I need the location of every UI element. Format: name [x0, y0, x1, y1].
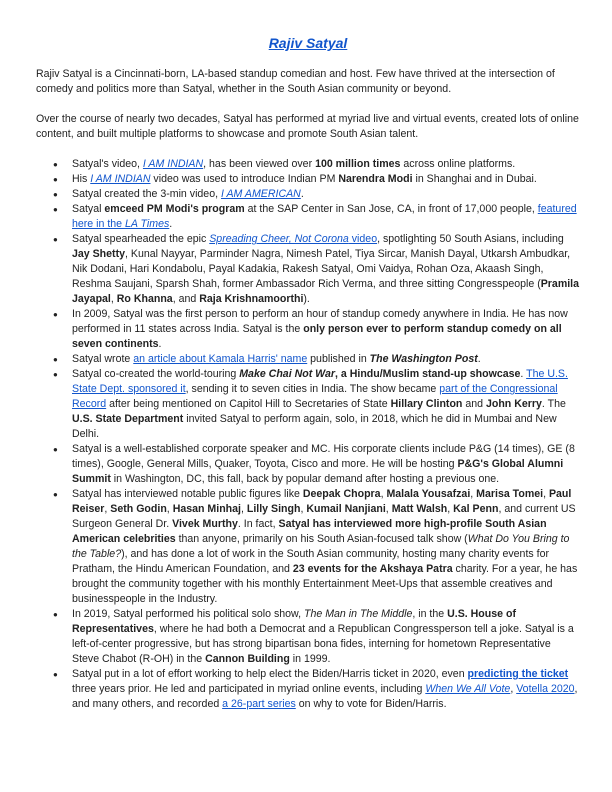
- body-text: Satyal created the 3-min video,: [72, 188, 221, 200]
- document-page: [36, 34, 580, 712]
- emphasized-text: Marisa Tomei: [476, 488, 544, 500]
- list-item: [36, 157, 580, 172]
- emphasized-text: Deepak Chopra: [302, 488, 381, 500]
- list-item: [36, 487, 580, 607]
- inline-link[interactable]: Spreading Cheer, Not Corona: [209, 233, 349, 245]
- inline-link[interactable]: predicting the ticket: [467, 668, 569, 680]
- body-text: His: [72, 173, 91, 185]
- body-text: ,: [300, 503, 307, 515]
- achievements-list: [36, 157, 580, 712]
- body-text: ,: [166, 503, 173, 515]
- emphasized-text: Raja Krishnamoorthi: [199, 293, 304, 305]
- body-text: Satyal spearheaded the epic: [72, 233, 210, 245]
- body-text: . The: [541, 398, 566, 410]
- title-link[interactable]: Rajiv Satyal: [268, 35, 348, 51]
- body-text: , in the: [412, 608, 448, 620]
- list-item: [36, 667, 580, 712]
- body-text: Satyal has interviewed notable public figures like: [72, 488, 303, 500]
- inline-link[interactable]: The U.S. State Dept. sponsored it: [72, 368, 568, 395]
- body-text: .: [300, 188, 304, 200]
- body-text: In 2009, Satyal was the first person to perform an hour of standup comedy anywhere in India. He has now performed in 11 states across India. Satyal is the: [72, 308, 568, 335]
- body-text: at the SAP Center in San Jose, CA, in front of 17,000 people,: [244, 203, 538, 215]
- emphasized-text: Jay Shetty: [72, 248, 125, 260]
- list-item: [36, 202, 580, 232]
- emphasized-text: Vivek Murthy: [172, 518, 238, 530]
- body-text: in Washington, DC, this fall, back by popular demand after hosting a previous one.: [110, 473, 500, 485]
- body-text: , Kunal Nayyar, Parminder Nagra, Nimesh Patel, Tiya Sircar, Manish Dayal, Utkarsh Ambudkar, Nik Dodani, Hari Kondabolu, Payal Kadakia, Rakesh Satyal, Omi Vaidya, Rohan Oza, Akaash Singh, Reshma Saujani, Sparsh Shah, former Ambassador Rich Verma, and three sitting Congresspeople (: [72, 248, 571, 290]
- body-text: ,: [385, 503, 392, 515]
- body-text: . In fact,: [237, 518, 279, 530]
- body-text: Satyal: [72, 203, 105, 215]
- emphasized-text: Ro Khanna: [116, 293, 173, 305]
- inline-link[interactable]: featured here in the: [72, 203, 577, 230]
- list-item: [36, 442, 580, 487]
- body-text: , and current US Surgeon General Dr.: [72, 503, 576, 530]
- body-text: than anyone, primarily on his South Asian-focused talk show (: [175, 533, 468, 545]
- emphasized-text: only person ever to perform standup comedy on all seven continents: [72, 323, 562, 350]
- intro-paragraph: Over the course of nearly two decades, Satyal has performed at myriad live and virtual events, created lots of online content, and built multiple platforms to showcase and promote South Asian talent.: [36, 113, 579, 140]
- list-item: [36, 232, 580, 307]
- emphasized-text: Make Chai Not War: [239, 368, 335, 380]
- body-text: ,: [543, 488, 549, 500]
- body-text: and: [462, 398, 486, 410]
- body-text: .: [158, 338, 162, 350]
- body-text: in Shanghai and in Dubai.: [412, 173, 537, 185]
- body-text: In 2019, Satyal performed his political solo show,: [72, 608, 305, 620]
- intro-paragraph: Rajiv Satyal is a Cincinnati-born, LA-based standup comedian and host. Few have thrived at the intersection of comedy and politics more than Satyal, whether in the South Asian community or beyond.: [36, 68, 555, 95]
- body-text: on why to vote for Biden/Harris.: [295, 698, 447, 710]
- emphasized-text: Narendra Modi: [338, 173, 413, 185]
- body-text: , and: [172, 293, 200, 305]
- body-text: , and many others, and recorded: [72, 683, 578, 710]
- emphasized-text: U.S. House of Representatives: [72, 608, 516, 635]
- body-text: ,: [380, 488, 387, 500]
- inline-link[interactable]: a 26-part series: [222, 698, 296, 710]
- body-text: three years prior. He led and participated in myriad online events, including: [72, 683, 426, 695]
- emphasized-text: Kal Penn: [453, 503, 499, 515]
- emphasized-text: P&G's Global Alumni Summit: [72, 458, 564, 485]
- body-text: , sending it to seven cities in India. The show became: [185, 383, 440, 395]
- body-text: invited Satyal to perform again, solo, in 2018, which he did in Mumbai and New Delhi.: [72, 413, 557, 440]
- inline-link[interactable]: LA Times: [125, 218, 170, 230]
- inline-link[interactable]: When We All Vote: [425, 683, 511, 695]
- inline-link[interactable]: video: [348, 233, 378, 245]
- inline-link[interactable]: part of the Congressional Record: [72, 383, 558, 410]
- body-text: Satyal's video,: [72, 158, 143, 170]
- inline-link[interactable]: Votella 2020: [516, 683, 575, 695]
- emphasized-text: Kumail Nanjiani: [306, 503, 386, 515]
- list-item: [36, 187, 580, 202]
- emphasized-text: Malala Yousafzai: [386, 488, 471, 500]
- inline-link[interactable]: I AM INDIAN: [90, 173, 151, 185]
- body-text: in 1999.: [289, 653, 331, 665]
- emphasized-text: Hillary Clinton: [390, 398, 463, 410]
- body-text: ,: [510, 683, 517, 695]
- body-text: Satyal put in a lot of effort working to help elect the Biden/Harris ticket in 2020, even: [72, 668, 468, 680]
- list-item: [36, 307, 580, 352]
- body-text: across online platforms.: [400, 158, 516, 170]
- inline-link[interactable]: I AM INDIAN: [142, 158, 204, 170]
- emphasized-text: Cannon Building: [205, 653, 290, 665]
- emphasized-text: Matt Walsh: [391, 503, 448, 515]
- list-item: [36, 607, 580, 667]
- body-text: ,: [104, 503, 111, 515]
- emphasized-text: Pramila Jayapal: [72, 278, 580, 305]
- body-text: .: [477, 353, 481, 365]
- body-text: .: [169, 218, 173, 230]
- body-text: .: [520, 368, 527, 380]
- body-text: , where he had both a Democrat and a Republican Congressperson tell a joke. Satyal is a left-of-center progressive, but has strong bipartisan bona fides, interning for hometown Representative Steve Chabot (R-OH) in the: [72, 623, 574, 665]
- emphasized-text: Paul Reiser: [72, 488, 572, 515]
- emphasized-text: U.S. State Department: [72, 413, 184, 425]
- body-text: Satyal wrote: [72, 353, 134, 365]
- body-text: , has been viewed over: [203, 158, 316, 170]
- inline-link[interactable]: I AM AMERICAN: [220, 188, 301, 200]
- body-text: published in: [307, 353, 370, 365]
- body-text: ,: [470, 488, 477, 500]
- emphasized-text: Lilly Singh: [246, 503, 301, 515]
- emphasized-text: What Do You Bring to the Table?: [72, 533, 570, 560]
- emphasized-text: The Man in The Middle: [304, 608, 413, 620]
- emphasized-text: emceed PM Modi's program: [104, 203, 245, 215]
- body-text: , spotlighting 50 South Asians, including: [377, 233, 564, 245]
- body-text: ), and has done a lot of work in the South Asian community, hosting many charity events for Pratham, the Hindu American Foundation, and: [72, 548, 549, 575]
- emphasized-text: 100 million times: [315, 158, 401, 170]
- inline-link[interactable]: an article about Kamala Harris' name: [133, 353, 308, 365]
- body-text: ,: [240, 503, 247, 515]
- list-item: [36, 172, 580, 187]
- body-text: Satyal co-created the world-touring: [72, 368, 240, 380]
- document-title: [36, 34, 580, 52]
- body-text: ,: [447, 503, 454, 515]
- emphasized-text: Seth Godin: [110, 503, 167, 515]
- emphasized-text: 23 events for the Akshaya Patra: [292, 563, 453, 575]
- body-text: ,: [110, 293, 117, 305]
- list-item: [36, 352, 580, 367]
- body-text: ).: [303, 293, 310, 305]
- emphasized-text: John Kerry: [485, 398, 542, 410]
- emphasized-text: Satyal has interviewed more high-profile South Asian American celebrities: [72, 518, 547, 545]
- body-text: video was used to introduce Indian PM: [150, 173, 339, 185]
- list-item: [36, 367, 580, 442]
- emphasized-text: The Washington Post: [369, 353, 478, 365]
- emphasized-text: Hasan Minhaj: [172, 503, 241, 515]
- body-text: after being mentioned on Capitol Hill to Secretaries of State: [106, 398, 391, 410]
- body-text: Satyal is a well-established corporate speaker and MC. His corporate clients include P&G (14 times), GE (8 times), Google, General Mills, Quaker, Toyota, Cisco and more. He will be hosting: [72, 443, 575, 470]
- emphasized-text: , a Hindu/Muslim stand-up showcase: [335, 368, 521, 380]
- body-text: charity. For a year, he has brought the community together with his monthly Entertainment Meet-Ups that assemble creatives and businesspeople in the Industry.: [72, 563, 578, 605]
